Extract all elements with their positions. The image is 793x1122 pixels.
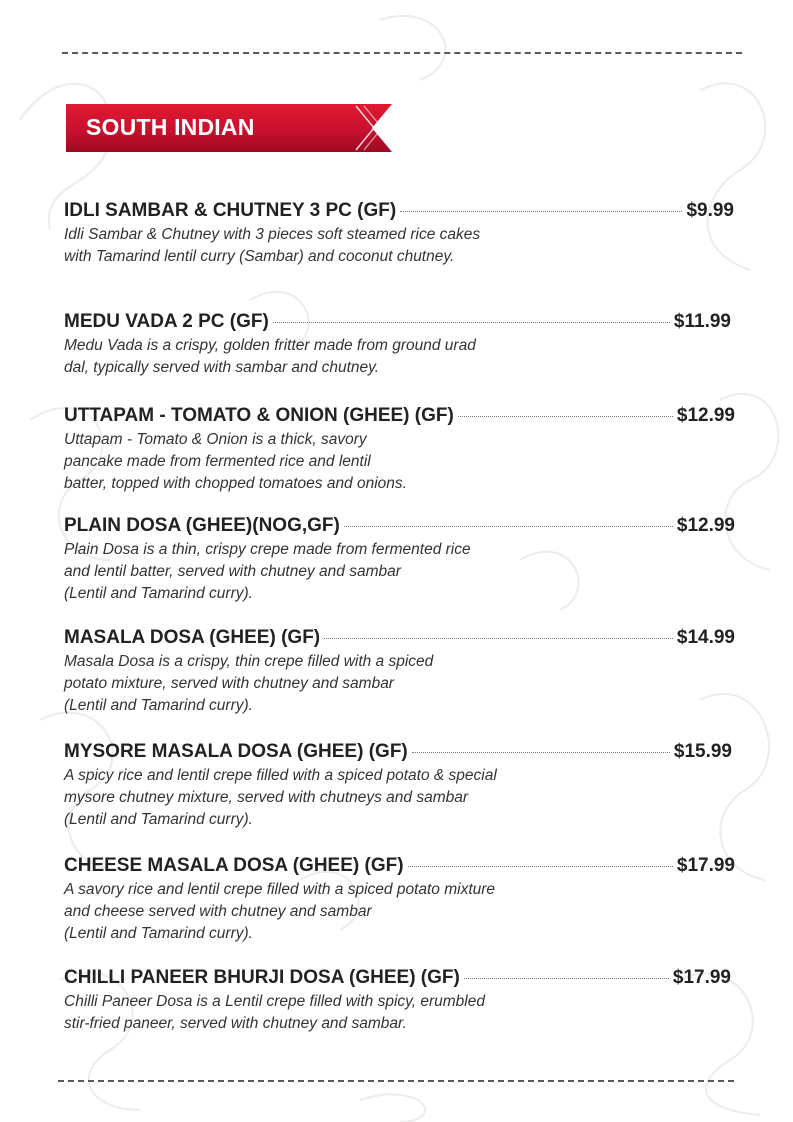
item-description: Medu Vada is a crispy, golden fritter made from ground urad dal, typically served with sambar and chutney. [64,337,476,376]
item-description: A savory rice and lentil crepe filled with a spiced potato mixture and cheese served with chutney and sambar (Lentil and Tamarind curry). [64,881,496,942]
dot-leader [408,866,673,867]
item-price: $11.99 [673,311,731,332]
menu-item-plain-dosa[interactable] [64,515,735,605]
item-name: UTTAPAM - TOMATO & ONION (GHEE) (GF) [64,405,454,426]
item-price: $12.99 [676,515,735,536]
dot-leader [324,638,673,639]
top-divider [62,52,742,54]
dot-leader [400,211,682,212]
menu-item-chilli-paneer-bhurji-dosa[interactable] [64,967,731,1035]
item-name: PLAIN DOSA (GHEE)(NOG,GF) [64,515,340,536]
menu-item-idli-sambar[interactable] [64,200,734,268]
item-price: $9.99 [686,200,734,221]
item-description: Uttapam - Tomato & Onion is a thick, savory pancake made from fermented rice and lentil batter, topped with chopped tomatoes and onions. [64,431,407,492]
item-description: Plain Dosa is a thin, crispy crepe made from fermented rice and lentil batter, served with chutney and sambar (Lentil and Tamarind curry). [64,541,471,602]
item-description: Idli Sambar & Chutney with 3 pieces soft steamed rice cakes with Tamarind lentil curry (Sambar) and coconut chutney. [64,226,481,265]
dot-leader [464,978,669,979]
item-description: Masala Dosa is a crispy, thin crepe filled with a spiced potato mixture, served with chutney and sambar (Lentil and Tamarind curry). [64,653,434,714]
item-description: A spicy rice and lentil crepe filled with a spiced potato & special mysore chutney mixture, served with chutneys and sambar (Lentil and Tamarind curry). [64,767,497,828]
dot-leader [273,322,670,323]
item-name: CHILLI PANEER BHURJI DOSA (GHEE) (GF) [64,967,460,988]
dot-leader [344,526,673,527]
item-name: CHEESE MASALA DOSA (GHEE) (GF) [64,855,404,876]
item-name: MYSORE MASALA DOSA (GHEE) (GF) [64,741,408,762]
menu-item-uttapam[interactable] [64,405,735,495]
item-name: MEDU VADA 2 PC (GF) [64,311,269,332]
item-name: IDLI SAMBAR & CHUTNEY 3 PC (GF) [64,200,397,221]
section-banner [66,104,392,152]
item-price: $17.99 [672,967,731,988]
item-price: $12.99 [676,405,735,426]
item-price: $15.99 [673,741,732,762]
section-title: SOUTH INDIAN [86,114,255,140]
menu-item-medu-vada[interactable] [64,311,731,379]
menu-item-cheese-masala-dosa[interactable] [64,855,735,945]
item-name: MASALA DOSA (GHEE) (GF) [64,627,321,648]
item-description: Chilli Paneer Dosa is a Lentil crepe filled with spicy, erumbled stir-fried paneer, served with chutney and sambar. [64,993,485,1032]
bottom-divider [58,1080,734,1082]
item-price: $14.99 [676,627,735,648]
menu-item-mysore-masala-dosa[interactable] [64,741,732,831]
dot-leader [458,416,673,417]
dot-leader [412,752,670,753]
item-price: $17.99 [676,855,735,876]
menu-item-masala-dosa[interactable] [64,627,735,717]
